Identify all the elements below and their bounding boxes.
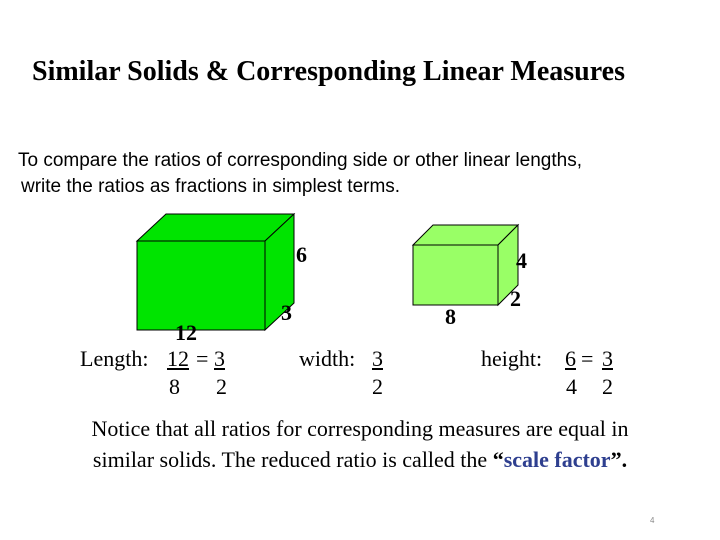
large-rectangular-prism [137,214,294,330]
small-prism-front-face [413,245,498,305]
small-rectangular-prism [413,225,518,305]
height-ratio-equals: = [581,346,594,371]
height-ratio-reduced-denominator: 2 [602,374,613,399]
small-prism-width-label: 2 [510,286,521,311]
notice-line-2-text: similar solids. The reduced ratio is called the [92,447,488,472]
height-ratio-label: height: [481,346,543,371]
notice-line-2 [0,444,720,475]
height-ratio-denominator: 4 [566,374,577,399]
length-ratio-label: Length: [80,346,149,371]
large-prism-depth-label: 6 [296,242,307,267]
scale-factor-term: scale factor [503,447,611,472]
length-ratio-numerator: 12 [167,346,189,371]
height-ratio-reduced-numerator: 3 [602,346,613,371]
length-ratio-reduced-numerator: 3 [214,346,225,371]
length-ratio-reduced-denominator: 2 [216,374,227,399]
notice-period: . [621,447,628,472]
small-prism-length-label: 8 [445,304,456,329]
large-prism-length-label: 12 [175,320,197,345]
width-ratio-label: width: [299,346,356,371]
large-prism-width-label: 3 [281,300,292,325]
page-number: 4 [650,516,655,525]
length-ratio-equals: = [196,346,209,371]
height-ratio-numerator: 6 [565,346,576,371]
small-prism-height-label: 4 [516,248,527,273]
width-ratio-denominator: 2 [372,374,383,399]
large-prism-front-face [137,241,265,330]
close-quote: ” [610,447,622,472]
intro-line-2: write the ratios as fractions in simplest terms. [21,176,401,197]
open-quote: “ [492,447,504,472]
intro-line-1: To compare the ratios of corresponding side or other linear lengths, [18,150,582,171]
length-ratio-denominator: 8 [169,374,180,399]
notice-line-1: Notice that all ratios for corresponding measures are equal in [91,416,629,441]
slide-title: Similar Solids & Corresponding Linear Measures [32,56,625,87]
width-ratio-numerator: 3 [372,346,383,371]
